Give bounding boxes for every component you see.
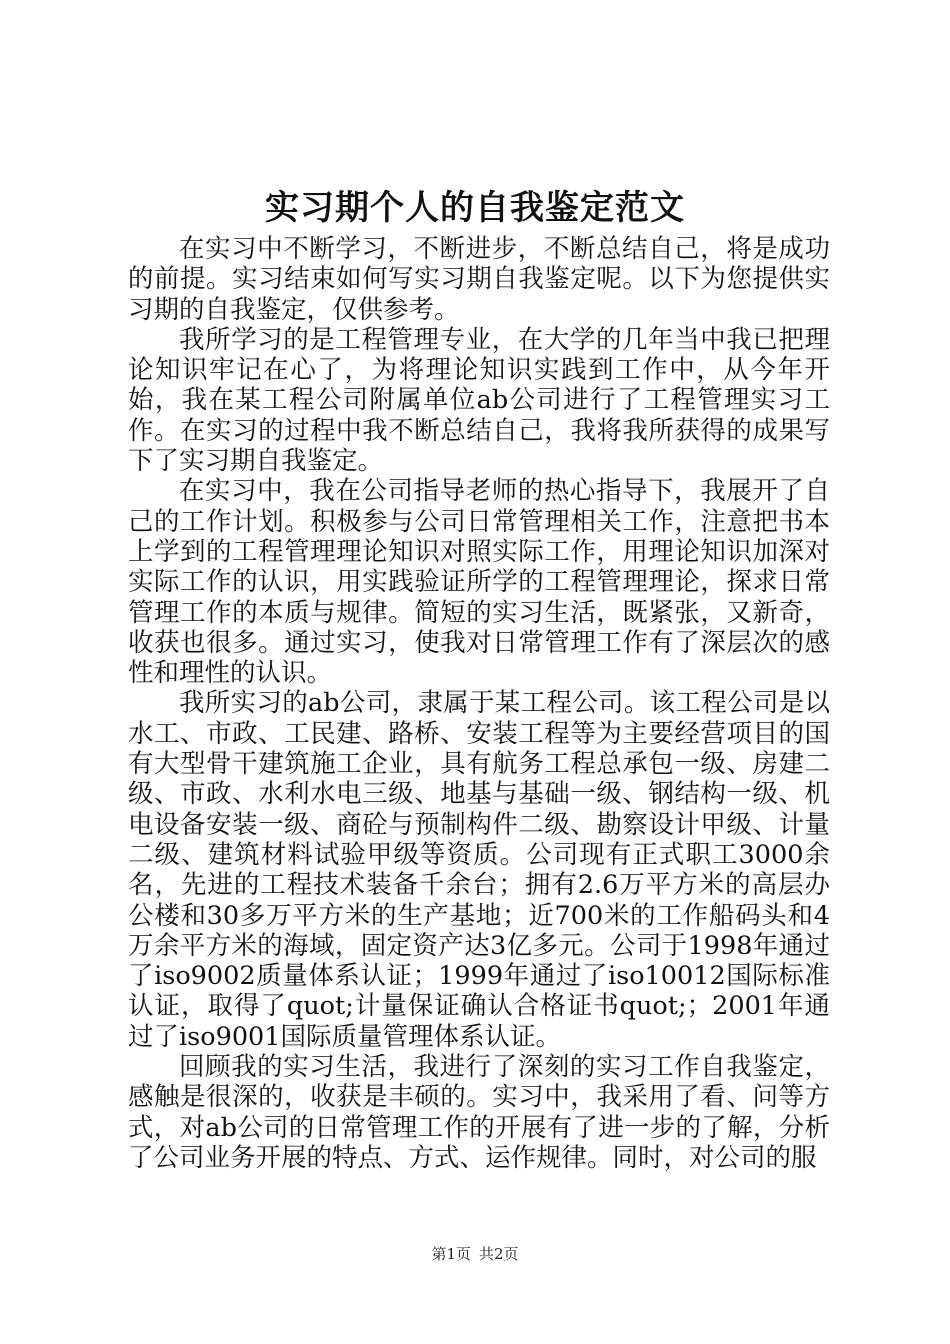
page-total: 共2页 [479, 1245, 519, 1263]
document-title: 实习期个人的自我鉴定范文 [265, 188, 685, 228]
paragraph-major: 我所学习的是工程管理专业，在大学的几年当中我已把理论知识牢记在心了，为将理论知识实践到工作中，从今年开始，我在某工程公司附属单位ab公司进行了工程管理实习工作。在实习的过程中我不断总结自己，我将我所获得的成果写下了实习期自我鉴定。 [128, 324, 830, 477]
paragraph-work-plan: 在实习中，我在公司指导老师的热心指导下，我展开了自己的工作计划。积极参与公司日常管理相关工作，注意把书本上学到的工程管理理论知识对照实际工作，用理论知识加深对实际工作的认识，用实践验证所学的工程管理理论，探求日常管理工作的本质与规律。简短的实习生活，既紧张，又新奇，收获也很多。通过实习，使我对日常管理工作有了深层次的感性和理性的认识。 [128, 476, 830, 689]
page-footer [0, 1244, 950, 1264]
paragraph-intro: 在实习中不断学习，不断进步，不断总结自己，将是成功的前提。实习结束如何写实习期自我鉴定呢。以下为您提供实习期的自我鉴定，仅供参考。 [128, 234, 830, 325]
document-body [128, 234, 830, 1173]
page-number: 第1页 [431, 1245, 471, 1263]
paragraph-company-profile: 我所实习的ab公司，隶属于某工程公司。该工程公司是以水工、市政、工民建、路桥、安装工程等为主要经营项目的国有大型骨干建筑施工企业，具有航务工程总承包一级、房建二级、市政、水利水电三级、地基与基础一级、钢结构一级、机电设备安装一级、商砼与预制构件二级、勘察设计甲级、计量二级、建筑材料试验甲级等资质。公司现有正式职工3000余名，先进的工程技术装备千余台；拥有2.6万平方米的高层办公楼和30多万平方米的生产基地；近700米的工作船码头和4万余平方米的海域，固定资产达3亿多元。公司于1998年通过了iso9002质量体系认证；1999年通过了iso10012国际标准认证，取得了quot;计量保证确认合格证书quot;；2001年通过了iso9001国际质量管理体系认证。 [128, 688, 830, 1052]
paragraph-review: 回顾我的实习生活，我进行了深刻的实习工作自我鉴定，感触是很深的，收获是丰硕的。实习中，我采用了看、问等方式，对ab公司的日常管理工作的开展有了进一步的了解，分析了公司业务开展的特点、方式、运作规律。同时，对公司的服 [128, 1052, 830, 1173]
